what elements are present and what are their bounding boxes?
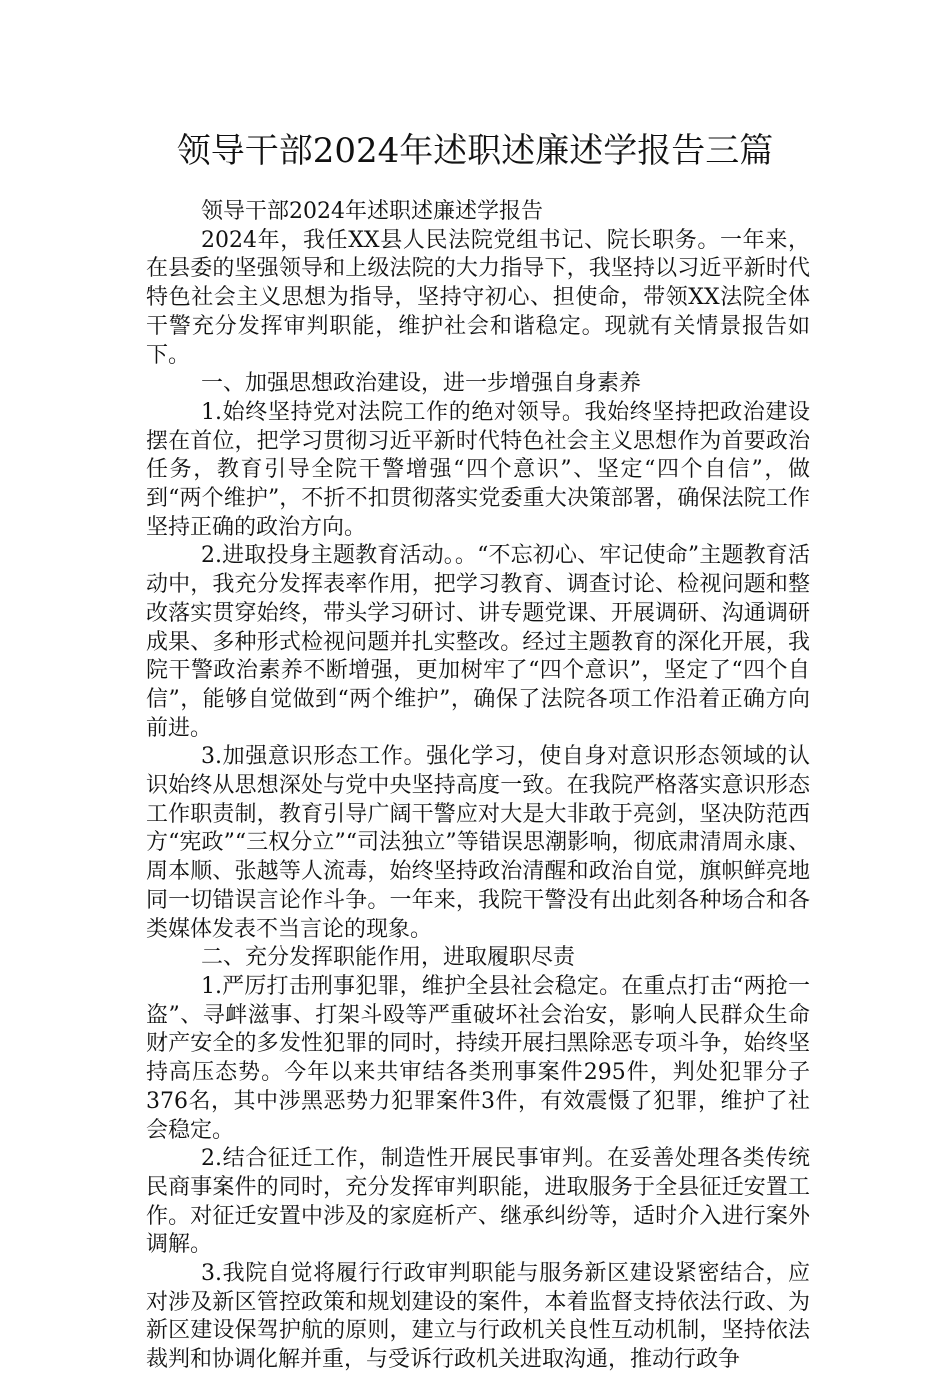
body-paragraph: 2.进取投身主题教育活动。。“不忘初心、牢记使命”主题教育活动中，我充分发挥表率作用，把学习教育、调查讨论、检视问题和整改落实贯穿始终，带头学习研讨、讲专题党课、开展调研、沟通调研成果、多种形式检视问题并扎实整改。经过主题教育的深化开展，我院干警政治素养不断增强，更加树牢了“四个意识”，坚定了“四个自信”，能够自觉做到“两个维护”，确保了法院各项工作沿着正确方向前进。 [146,543,810,741]
body-paragraph: 2.结合征迁工作，制造性开展民事审判。在妥善处理各类传统民商事案件的同时，充分发挥审判职能，进取服务于全县征迁安置工作。对征迁安置中涉及的家庭析产、继承纠纷等，适时介入进行案外调解。 [146,1146,810,1258]
body-paragraph: 1.始终坚持党对法院工作的绝对领导。我始终坚持把政治建设摆在首位，把学习贯彻习近平新时代特色社会主义思想作为首要政治任务，教育引导全院干警增强“四个意识”、坚定“四个自信”，做到“两个维护”，不折不扣贯彻落实党委重大决策部署，确保法院工作坚持正确的政治方向。 [146,399,810,540]
body-paragraph: 3.我院自觉将履行行政审判职能与服务新区建设紧密结合，应对涉及新区管控政策和规划建设的案件，本着监督支持依法行政、为新区建设保驾护航的原则，建立与行政机关良性互动机制，坚持依法裁判和协调化解并重，与受诉行政机关进取沟通，推动行政争 [146,1261,810,1373]
intro-paragraph: 2024年，我任XX县人民法院党组书记、院长职务。一年来，在县委的坚强领导和上级法院的大力指导下，我坚持以习近平新时代特色社会主义思想为指导，坚持守初心、担使命，带领XX法院全体干警充分发挥审判职能，维护社会和谐稳定。现就有关情景报告如下。 [146,227,810,368]
subtitle-paragraph: 领导干部2024年述职述廉述学报告 [201,199,543,224]
document-body [146,198,810,1375]
section-heading-2: 二、充分发挥职能作用，进取履职尽责 [201,945,576,971]
body-paragraph: 3.加强意识形态工作。强化学习，使自身对意识形态领域的认识始终从思想深处与党中央坚持高度一致。在我院严格落实意识形态工作职责制，教育引导广阔干警应对大是大非敢于亮剑，坚决防范西方“宪政”“三权分立”“司法独立”等错误思潮影响，彻底肃清周永康、周本顺、张越等人流毒，始终坚持政治清醒和政治自觉，旗帜鲜亮地同一切错误言论作斗争。一年来，我院干警没有出此刻各种场合和各类媒体发表不当言论的现象。 [146,744,810,942]
body-paragraph: 1.严厉打击刑事犯罪，维护全县社会稳定。在重点打击“两抢一盗”、寻衅滋事、打架斗殴等严重破坏社会治安，影响人民群众生命财产安全的多发性犯罪的同时，持续开展扫黑除恶专项斗争，始终坚持高压态势。今年以来共审结各类刑事案件295件，判处犯罪分子376名，其中涉黑恶势力犯罪案件3件，有效震慑了犯罪，维护了社会稳定。 [146,973,810,1143]
section-heading-1: 一、加强思想政治建设，进一步增强自身素养 [201,371,642,397]
document-title: 领导干部2024年述职述廉述学报告三篇 [176,131,774,171]
